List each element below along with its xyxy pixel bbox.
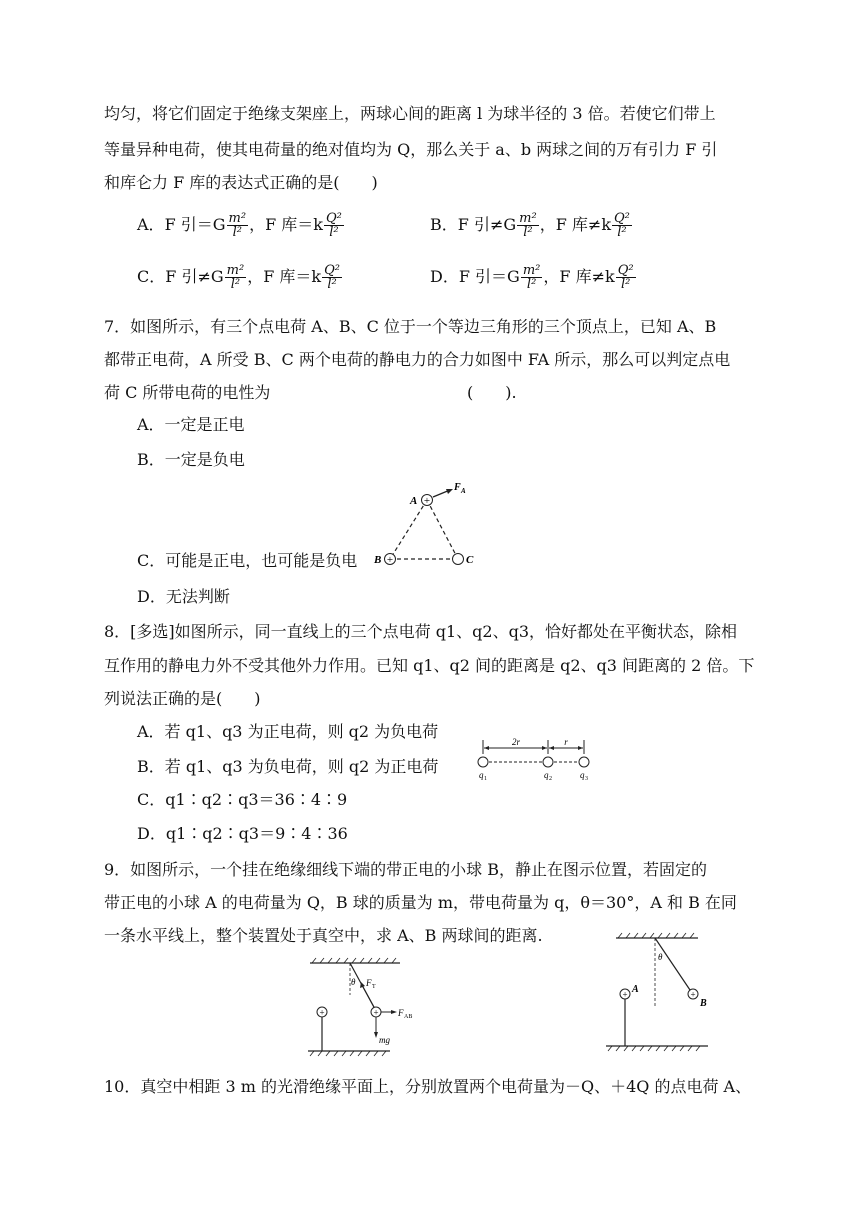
- q6-text-line3: 和库仑力 F 库的表达式正确的是( ): [104, 173, 378, 192]
- label-ft: F: [366, 978, 372, 988]
- q6-text-line2: 等量异种电荷，使其电荷量的绝对值均为 Q，那么关于 a、b 两球之间的万有引力 F 引: [104, 140, 718, 159]
- fraction-numerator: Q²: [614, 211, 630, 226]
- ceiling-hatch: [312, 958, 396, 963]
- plus-sign: +: [622, 989, 628, 1000]
- label-theta: θ: [658, 952, 663, 962]
- formula-part: F 引＝G: [458, 267, 520, 286]
- ceiling-hatch: [618, 933, 694, 938]
- fraction: [227, 212, 249, 239]
- separator: ，: [539, 215, 556, 234]
- fraction-numerator: m²: [522, 263, 541, 278]
- label-b: B: [374, 554, 382, 566]
- fraction-denominator: l²: [230, 277, 241, 292]
- label-c: C: [466, 554, 474, 566]
- q7-text-line2: 都带正电荷，A 所受 B、C 两个电荷的静电力的合力如图中 FA 所示，那么可以判定点电: [104, 350, 731, 369]
- plus-sign: +: [319, 1007, 325, 1018]
- q9-text-line2: 带正电的小球 A 的电荷量为 Q，B 球的质量为 m，带电荷量为 q，θ＝30°，A 和 B 在同: [104, 893, 737, 912]
- fraction-denominator: l²: [526, 277, 537, 292]
- fraction-denominator: l²: [617, 225, 627, 240]
- label-fa-subscript: A: [461, 487, 466, 495]
- fraction: [324, 212, 344, 239]
- fraction: [322, 264, 342, 291]
- q8-text-line1: 8．[多选]如图所示，同一直线上的三个点电荷 q1、q2、q3，恰好都处在平衡状态，除相: [104, 622, 738, 641]
- q8-text-line3: 列说法正确的是( ): [104, 689, 261, 708]
- label-q1-subscript: 1: [484, 776, 487, 782]
- fraction-denominator: l²: [232, 225, 242, 240]
- plus-sign: +: [423, 495, 431, 507]
- charge-q3-circle: [579, 757, 589, 767]
- option-label: C．: [137, 267, 166, 286]
- formula-part: F 引≠G: [457, 215, 517, 234]
- label-a: A: [632, 984, 639, 995]
- label-q2: q: [544, 770, 549, 780]
- formula-part: F 库≠k: [555, 215, 612, 234]
- fraction-numerator: m²: [519, 211, 537, 226]
- label-q3: q: [580, 770, 585, 780]
- label-mg: mg: [379, 1035, 390, 1045]
- fraction: [225, 264, 247, 291]
- formula-part: F 库＝k: [265, 215, 323, 234]
- fraction-denominator: l²: [329, 225, 339, 240]
- option-label: D．: [430, 267, 459, 286]
- label-q3-subscript: 3: [585, 776, 588, 782]
- q7-option-c: C．可能是正电，也可能是负电: [137, 551, 358, 570]
- ground-hatch: [608, 1046, 700, 1051]
- arrow-head: [484, 746, 489, 750]
- fraction-numerator: Q²: [326, 211, 342, 226]
- fraction-denominator: l²: [523, 225, 533, 240]
- charge-c-circle: [453, 554, 464, 565]
- label-fab-subscript: AB: [404, 1014, 413, 1020]
- arrow-head: [391, 1010, 397, 1014]
- formula-part: F 库＝k: [263, 267, 322, 286]
- separator: ，: [543, 267, 560, 286]
- q7-triangle-figure: [370, 480, 490, 575]
- q9-text-line3: 一条水平线上，整个装置处于真空中，求 A、B 两球间的距离.: [104, 926, 543, 945]
- separator: ，: [249, 215, 266, 234]
- formula-part: F 引＝G: [164, 215, 226, 234]
- fraction: [616, 264, 636, 291]
- q8-option-a: A．若 q1、q3 为正电荷，则 q2 为负电荷: [137, 722, 439, 741]
- label-fa: F: [454, 482, 461, 493]
- plus-sign: +: [386, 554, 394, 566]
- fraction: [521, 264, 543, 291]
- q7-text-line1: 7．如图所示，有三个点电荷 A、B、C 位于一个等边三角形的三个顶点上，已知 A、B: [104, 317, 717, 336]
- fraction-numerator: Q²: [617, 263, 634, 278]
- formula-part: F 库≠k: [559, 267, 615, 286]
- q9-text-line1: 9．如图所示，一个挂在绝缘细线下端的带正电的小球 B，静止在图示位置，若固定的: [104, 860, 708, 879]
- label-2r: 2r: [511, 737, 521, 747]
- label-ft-subscript: T: [372, 984, 376, 990]
- separator: ，: [247, 267, 264, 286]
- q8-option-d: D．q1∶q2∶q3＝9∶4∶36: [137, 824, 348, 843]
- q8-charges-figure: [470, 734, 600, 782]
- q8-text-line2: 互作用的静电力外不受其他外力作用。已知 q1、q2 间的距离是 q2、q3 间距离的 2 倍。下: [104, 656, 755, 675]
- q6-option-c: [137, 264, 343, 291]
- triangle-side-ac: [427, 500, 458, 559]
- charge-q1-circle: [478, 757, 488, 767]
- q7-option-d: D．无法判断: [137, 587, 230, 606]
- fraction-denominator: l²: [620, 277, 631, 292]
- fraction: [612, 212, 632, 239]
- q6-option-b: [430, 212, 633, 239]
- q9-force-diagram: [300, 955, 425, 1060]
- triangle-side-ab: [390, 500, 427, 559]
- arrow-head: [549, 746, 554, 750]
- q7-option-b: B．一定是负电: [137, 450, 245, 469]
- ground-hatch: [310, 1051, 386, 1056]
- arrow-head: [578, 746, 583, 750]
- q6-text-line1: 均匀，将它们固定于绝缘支架座上，两球心间的距离 l 为球半径的 3 倍。若使它们带上: [104, 104, 716, 123]
- fraction-numerator: m²: [226, 263, 245, 278]
- arrow-head: [374, 1032, 378, 1038]
- label-q2-subscript: 2: [549, 776, 552, 782]
- formula-part: F 引≠G: [165, 267, 224, 286]
- q6-option-a: [137, 212, 345, 239]
- q7-answer-paren: ( ).: [467, 383, 517, 402]
- label-theta: θ: [351, 977, 356, 987]
- plus-sign: +: [690, 989, 696, 1000]
- label-fab: F: [398, 1008, 404, 1018]
- q7-option-a: A．一定是正电: [137, 415, 245, 434]
- arrow-head: [542, 746, 547, 750]
- label-q1: q: [479, 770, 484, 780]
- option-label: A．: [137, 215, 165, 234]
- thread: [655, 938, 690, 990]
- fraction: [517, 212, 539, 239]
- label-r: r: [564, 737, 568, 747]
- q8-option-c: C．q1∶q2∶q3＝36∶4∶9: [137, 790, 348, 809]
- q9-setup-figure: [598, 928, 718, 1058]
- fraction-numerator: m²: [228, 211, 247, 226]
- charge-q2-circle: [543, 757, 553, 767]
- option-label: B．: [430, 215, 458, 234]
- fraction-numerator: Q²: [324, 263, 340, 278]
- q10-text-line1: 10．真空中相距 3 m 的光滑绝缘平面上，分别放置两个电荷量为－Q、＋4Q 的点电荷 A、: [104, 1077, 752, 1096]
- label-b: B: [700, 998, 707, 1009]
- arrow-head: [446, 489, 453, 494]
- label-a: A: [410, 495, 418, 507]
- fraction-denominator: l²: [327, 277, 337, 292]
- q6-option-d: [430, 264, 637, 291]
- q7-text-line3: 荷 C 所带电荷的电性为: [104, 383, 271, 402]
- plus-sign: +: [373, 1007, 379, 1018]
- q8-option-b: B．若 q1、q3 为负电荷，则 q2 为正电荷: [137, 757, 439, 776]
